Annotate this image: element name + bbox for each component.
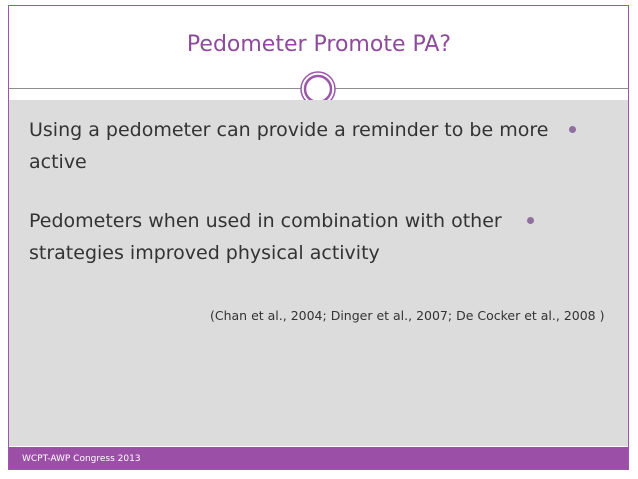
bullet-1	[29, 114, 548, 178]
bullet-dot-icon	[569, 126, 576, 133]
footer-text: WCPT-AWP Congress 2013	[22, 454, 141, 464]
bullet-dot-icon	[527, 217, 534, 224]
bullet-1-line-2: active	[29, 151, 87, 173]
bullet-2	[29, 205, 502, 269]
bullet-1-line-1: Using a pedometer can provide a reminder to be more	[29, 119, 549, 141]
bullet-2-line-2: strategies improved physical activity	[29, 242, 380, 264]
slide-title: Pedometer Promote PA?	[186, 32, 452, 57]
citation: (Chan et al., 2004; Dinger et al., 2007; De Cocker et al., 2008 )	[210, 308, 605, 323]
bullet-2-line-1: Pedometers when used in combination with other	[29, 210, 502, 232]
